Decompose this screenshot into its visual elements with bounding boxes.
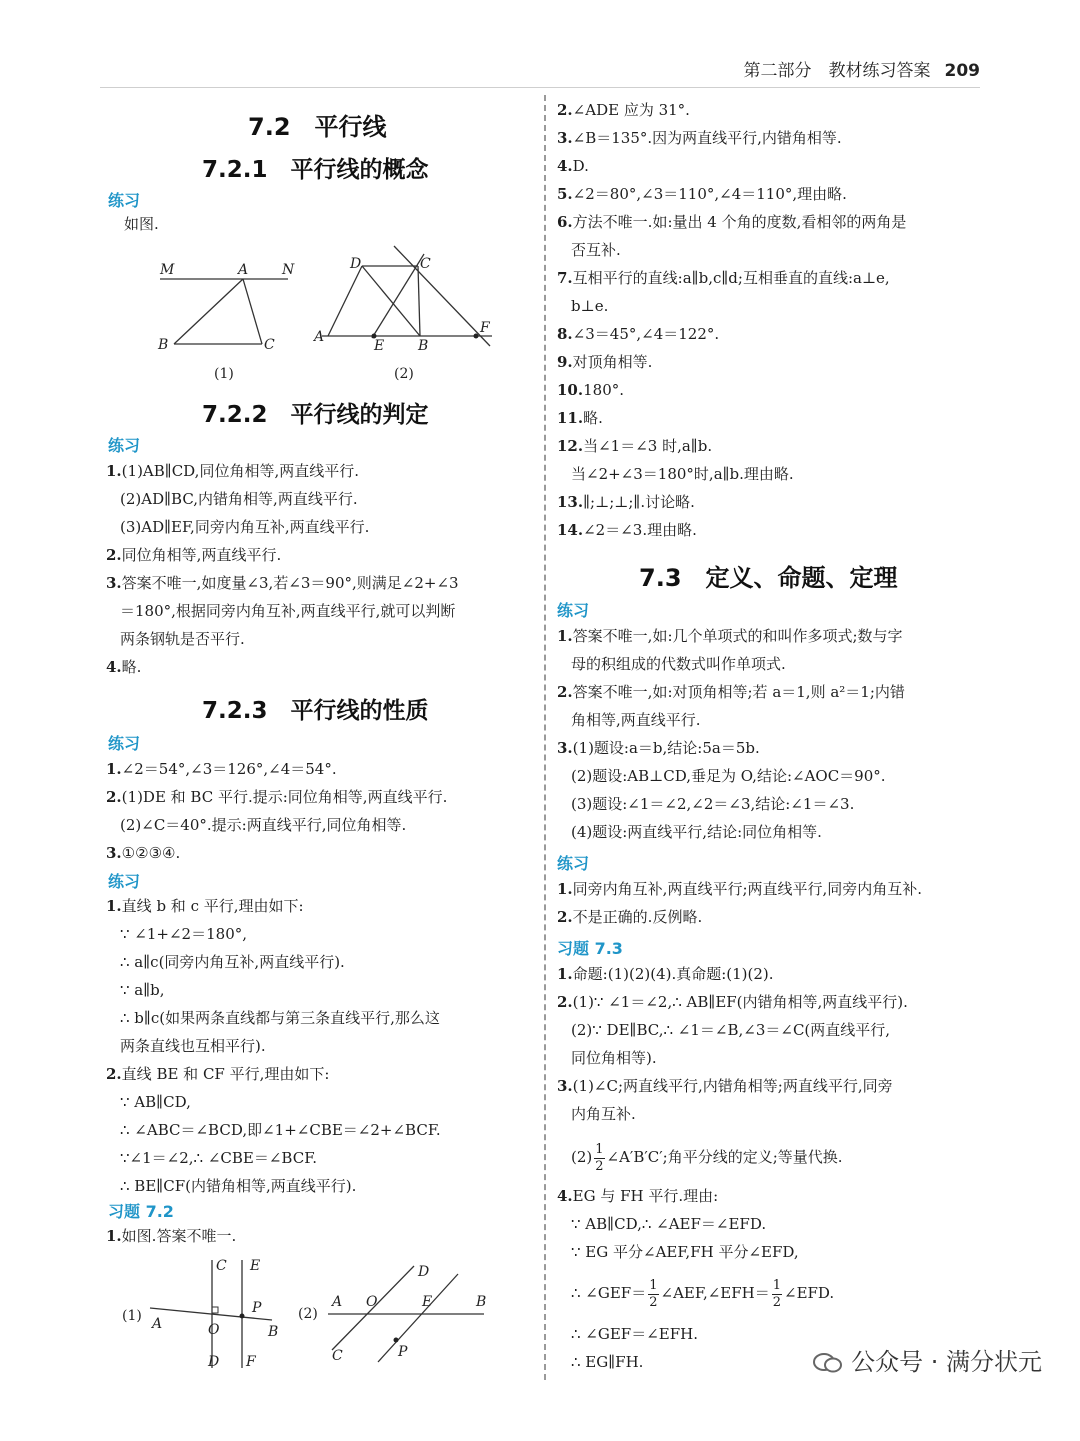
answer-line	[571, 822, 822, 842]
answer-text: 同位角相等,两直线平行.	[121, 546, 282, 564]
wechat-icon	[813, 1352, 843, 1374]
answer-number: 2.	[106, 546, 122, 564]
page-number: 209	[944, 61, 980, 81]
header-text	[744, 56, 981, 81]
label-o: O	[208, 1322, 220, 1338]
answer-line	[571, 296, 608, 316]
answer-line	[571, 464, 794, 484]
answer-line	[557, 352, 652, 372]
label-e: E	[422, 1294, 433, 1310]
answer-text: ∠2＝54°,∠3＝126°,∠4＝54°.	[121, 760, 337, 778]
label-a: A	[238, 262, 249, 278]
answer-number: 4.	[557, 1187, 573, 1205]
answer-line	[571, 240, 621, 260]
answer-number: 12.	[557, 437, 584, 455]
problem-set-label: 习题 7.3	[557, 939, 623, 958]
answer-line	[571, 1352, 643, 1372]
answer-text: ∵ a∥b,	[120, 981, 165, 999]
answer-line	[571, 1214, 766, 1234]
q4-frac-b: ∠AEF,∠EFH＝	[660, 1284, 770, 1302]
answer-text: 两条钢轨是否平行.	[120, 630, 245, 648]
point-p	[394, 1338, 399, 1343]
answer-line	[120, 1120, 441, 1140]
answer-line	[557, 738, 760, 758]
segment-db	[362, 266, 420, 336]
answer-number: 2.	[557, 101, 573, 119]
answer-line	[557, 520, 697, 540]
header-rule	[100, 87, 980, 88]
label-d: D	[208, 1354, 220, 1370]
answer-text: (2)题设:AB⊥CD,垂足为 O,结论:∠AOC＝90°.	[571, 767, 886, 785]
label-f: F	[246, 1354, 256, 1370]
answer-text: (2)∠C＝40°.提示:两直线平行,同位角相等.	[120, 816, 407, 834]
answer-text: ∴ b∥c(如果两条直线都与第三条直线平行,那么这	[120, 1009, 440, 1027]
answer-text: 对顶角相等.	[572, 353, 653, 371]
answer-text: ∵ EG 平分∠AEF,FH 平分∠EFD,	[571, 1243, 799, 1261]
answer-line	[557, 626, 903, 646]
answer-text: ∵∠1＝∠2,∴ ∠CBE＝∠BCF.	[120, 1149, 318, 1167]
exercise-label: 练习	[108, 872, 141, 891]
fraction-denominator: 2	[772, 1294, 781, 1310]
answer-line	[557, 128, 842, 148]
segment-ad	[328, 266, 362, 336]
answer-text: (2)∵ DE∥BC,∴ ∠1＝∠B,∠3＝∠C(两直线平行,	[571, 1021, 891, 1039]
answer-text: ∴ a∥c(同旁内角互补,两直线平行).	[120, 953, 345, 971]
answer-number: 3.	[106, 574, 122, 592]
answer-number: 11.	[557, 409, 584, 427]
answer-line	[557, 1076, 893, 1096]
answer-line	[557, 1186, 718, 1206]
watermark	[813, 1342, 1042, 1377]
answer-text: 命题:(1)(2)(4).真命题:(1)(2).	[572, 965, 774, 983]
label-a: A	[314, 329, 325, 345]
answer-line	[557, 100, 690, 120]
parallel-line	[378, 1274, 458, 1362]
answer-number: 1.	[557, 880, 573, 898]
answer-text: ∵ AB∥CD,∴ ∠AEF＝∠EFD.	[571, 1215, 767, 1233]
label-d: D	[418, 1264, 430, 1280]
answer-text: 略.	[583, 409, 603, 427]
answer-line	[557, 324, 719, 344]
answer-line	[557, 380, 624, 400]
figure-1-caption: (1)	[214, 366, 234, 382]
label-e: E	[250, 1258, 261, 1274]
label-c: C	[420, 256, 431, 272]
answer-line	[557, 492, 695, 512]
label-m: M	[160, 262, 175, 278]
point-p	[240, 1314, 245, 1319]
q3-2-prefix: (2)	[571, 1148, 593, 1166]
answer-line	[120, 1008, 440, 1028]
problem-3-2	[571, 1140, 843, 1175]
answer-line	[557, 268, 890, 288]
heading-7-2-2: 7.2.2 平行线的判定	[202, 402, 429, 428]
answer-line	[557, 436, 712, 456]
answer-text: ∴ EG∥FH.	[571, 1353, 644, 1371]
answer-number: 1.	[557, 965, 573, 983]
figure-1	[152, 252, 312, 382]
fraction-denominator: 2	[595, 1158, 604, 1174]
heading-7-2-1: 7.2.1 平行线的概念	[202, 157, 429, 183]
answer-number: 10.	[557, 381, 584, 399]
line-cf	[394, 246, 490, 346]
figure-2-caption: (2)	[394, 366, 414, 382]
answer-line	[557, 879, 922, 899]
segment-ac	[243, 279, 262, 344]
answer-number: 2.	[557, 993, 573, 1011]
answer-text: (1)∵ ∠1＝∠2,∴ AB∥EF(内错角相等,两直线平行).	[572, 993, 908, 1011]
answer-line	[571, 1242, 799, 1262]
label-d: D	[350, 256, 362, 272]
label-c: C	[216, 1258, 227, 1274]
problem-text: 如图.答案不唯一.	[121, 1227, 237, 1245]
answer-line	[120, 1148, 317, 1168]
answer-text: 同位角相等).	[571, 1049, 657, 1067]
page-header	[0, 0, 1080, 88]
answer-text: 同旁内角互补,两直线平行;两直线平行,同旁内角互补.	[572, 880, 923, 898]
answer-number: 1.	[106, 462, 122, 480]
answer-text: ∠3＝45°,∠4＝122°.	[572, 325, 720, 343]
exercise-label: 练习	[108, 734, 141, 753]
exercise-intro: 如图.	[124, 215, 159, 233]
figure-2	[312, 242, 502, 384]
answer-number: 2.	[106, 1065, 122, 1083]
answer-number: 7.	[557, 269, 573, 287]
answer-text: 答案不唯一,如:对顶角相等;若 a＝1,则 a²＝1;内错	[572, 683, 905, 701]
answer-text: 角相等,两直线平行.	[571, 711, 701, 729]
heading-7-2: 7.2 平行线	[248, 113, 387, 141]
answer-number: 6.	[557, 213, 573, 231]
label-p: P	[252, 1300, 262, 1316]
label-n: N	[282, 262, 295, 278]
answer-line	[106, 843, 180, 863]
answer-line	[120, 1092, 191, 1112]
exercise-label: 练习	[557, 854, 590, 873]
answer-text: 内角互补.	[571, 1105, 636, 1123]
answer-line	[120, 1036, 266, 1056]
answer-text: ∴ ∠ABC＝∠BCD,即∠1+∠CBE＝∠2+∠BCF.	[120, 1121, 441, 1139]
answer-text: 不是正确的.反例略.	[572, 908, 703, 926]
heading-7-3: 7.3 定义、命题、定理	[639, 564, 898, 592]
fraction-denominator: 2	[649, 1294, 658, 1310]
answer-text: 方法不唯一.如:量出 4 个角的度数,看相邻的两角是	[572, 213, 907, 231]
point-f	[474, 334, 479, 339]
problem-number: 1.	[106, 1227, 122, 1245]
figure-4	[296, 1258, 496, 1370]
answer-line	[120, 815, 406, 835]
answer-text: ①②③④.	[121, 844, 181, 862]
answer-text: ∠2＝80°,∠3＝110°,∠4＝110°,理由略.	[572, 185, 847, 203]
answer-line	[571, 766, 886, 786]
figure-4-caption: (2)	[298, 1306, 318, 1322]
answer-number: 8.	[557, 325, 573, 343]
label-c: C	[332, 1348, 343, 1364]
answer-text: 当∠2+∠3＝180°时,a∥b.理由略.	[571, 465, 794, 483]
answer-text: 直线 b 和 c 平行,理由如下:	[121, 897, 304, 915]
label-o: O	[366, 1294, 378, 1310]
figure-3-caption: (1)	[122, 1308, 142, 1324]
answer-line	[120, 601, 455, 621]
heading-7-2-3: 7.2.3 平行线的性质	[202, 698, 429, 724]
fraction-half	[594, 1142, 604, 1175]
answer-number: 5.	[557, 185, 573, 203]
answer-line	[557, 907, 702, 927]
answer-line	[120, 1176, 356, 1196]
answer-number: 1.	[106, 760, 122, 778]
answer-text: 答案不唯一,如度量∠3,若∠3＝90°,则满足∠2+∠3	[121, 574, 459, 592]
fraction-half	[648, 1278, 658, 1311]
answer-line	[106, 1064, 329, 1084]
answer-text: ＝180°,根据同旁内角互补,两直线平行,就可以判断	[120, 602, 456, 620]
answer-text: ∵ AB∥CD,	[120, 1093, 191, 1111]
fraction-numerator: 1	[649, 1277, 658, 1293]
answer-number: 4.	[106, 658, 122, 676]
answer-line	[120, 629, 245, 649]
answer-text: ∵ ∠1+∠2＝180°,	[120, 925, 248, 943]
column-divider	[544, 95, 546, 1380]
answer-line	[557, 682, 905, 702]
answer-number: 2.	[557, 683, 573, 701]
answer-line	[120, 924, 247, 944]
answer-number: 2.	[106, 788, 122, 806]
label-c: C	[264, 337, 275, 353]
figure-3	[116, 1254, 296, 1374]
answer-line	[557, 408, 603, 428]
answer-text: ∠ADE 应为 31°.	[572, 101, 690, 119]
segment-ab	[174, 279, 243, 344]
problem-line	[106, 1226, 236, 1246]
answer-text: EG 与 FH 平行.理由:	[572, 1187, 719, 1205]
answer-number: 14.	[557, 521, 584, 539]
header-section: 第二部分 教材练习答案	[743, 61, 931, 81]
answer-text: 略.	[121, 658, 142, 676]
answer-text: ∴ ∠GEF＝∠EFH.	[571, 1325, 698, 1343]
answer-text: 互相平行的直线:a∥b,c∥d;互相垂直的直线:a⊥e,	[572, 269, 890, 287]
problem-4-fraction-line	[571, 1276, 834, 1311]
label-p: P	[398, 1344, 408, 1360]
answer-line	[120, 952, 345, 972]
answer-line	[557, 184, 847, 204]
segment-cb	[418, 266, 420, 336]
answer-number: 1.	[557, 627, 573, 645]
answer-number: 1.	[106, 897, 122, 915]
answer-line	[571, 794, 854, 814]
label-a: A	[152, 1316, 163, 1332]
answer-text: 直线 BE 和 CF 平行,理由如下:	[121, 1065, 330, 1083]
answer-number: 3.	[557, 1077, 573, 1095]
answer-text: ∴ BE∥CF(内错角相等,两直线平行).	[120, 1177, 357, 1195]
answer-line	[120, 489, 358, 509]
exercise-label: 练习	[557, 601, 590, 620]
answer-line	[106, 759, 337, 779]
q4-frac-c: ∠EFD.	[784, 1284, 835, 1302]
answer-text: D.	[572, 157, 589, 175]
fraction-numerator: 1	[772, 1277, 781, 1293]
answer-text: (1)DE 和 BC 平行.提示:同位角相等,两直线平行.	[121, 788, 448, 806]
answer-number: 9.	[557, 353, 573, 371]
answer-text: (4)题设:两直线平行,结论:同位角相等.	[571, 823, 822, 841]
answer-number: 13.	[557, 493, 584, 511]
answer-line	[106, 573, 459, 593]
right-angle-mark	[212, 1307, 218, 1313]
answer-text: ∠B＝135°.因为两直线平行,内错角相等.	[572, 129, 842, 147]
answer-line	[106, 545, 281, 565]
exercise-label: 练习	[108, 436, 141, 455]
label-b: B	[418, 338, 429, 354]
label-a: A	[332, 1294, 343, 1310]
answer-line	[120, 980, 165, 1000]
answer-text: 当∠1＝∠3 时,a∥b.	[583, 437, 713, 455]
answer-line	[557, 992, 908, 1012]
answer-text: 180°.	[583, 381, 625, 399]
answer-line	[571, 1020, 890, 1040]
answer-line	[571, 710, 701, 730]
label-f: F	[480, 320, 490, 336]
answer-text: (3)AD∥EF,同旁内角互补,两直线平行.	[120, 518, 370, 536]
answer-line	[571, 654, 786, 674]
answer-text: 答案不唯一,如:几个单项式的和叫作多项式;数与字	[572, 627, 903, 645]
q3-2-text: ∠A′B′C′;角平分线的定义;等量代换.	[606, 1148, 843, 1166]
answer-text: ∥;⊥;⊥;∥.讨论略.	[583, 493, 695, 511]
answer-line	[106, 657, 141, 677]
label-b: B	[158, 337, 169, 353]
answer-text: (1)∠C;两直线平行,内错角相等;两直线平行,同旁	[572, 1077, 893, 1095]
answer-text: 母的积组成的代数式叫作单项式.	[571, 655, 786, 673]
fraction-numerator: 1	[595, 1141, 604, 1157]
answer-text: 两条直线也互相平行).	[120, 1037, 266, 1055]
answer-text: (1)题设:a＝b,结论:5a＝5b.	[572, 739, 760, 757]
answer-line	[557, 156, 589, 176]
answer-text: (1)AB∥CD,同位角相等,两直线平行.	[121, 462, 359, 480]
answer-line	[571, 1048, 657, 1068]
label-b: B	[268, 1324, 279, 1340]
answer-number: 2.	[557, 908, 573, 926]
answer-line	[106, 896, 304, 916]
q4-frac-a: ∴ ∠GEF＝	[571, 1284, 647, 1302]
answer-number: 3.	[106, 844, 122, 862]
watermark-text: 公众号 · 满分状元	[851, 1348, 1042, 1376]
answer-line	[557, 964, 774, 984]
answer-line	[571, 1104, 636, 1124]
answer-number: 3.	[557, 129, 573, 147]
fraction-half	[772, 1278, 782, 1311]
answer-line	[120, 517, 369, 537]
answer-text: 否互补.	[571, 241, 621, 259]
answer-text: (2)AD∥BC,内错角相等,两直线平行.	[120, 490, 358, 508]
exercise-label: 练习	[108, 191, 141, 210]
answer-number: 4.	[557, 157, 573, 175]
problem-set-label: 习题 7.2	[108, 1202, 174, 1221]
answer-text: b⊥e.	[571, 297, 609, 315]
answer-line	[106, 461, 359, 481]
label-e: E	[374, 338, 385, 354]
answer-number: 3.	[557, 739, 573, 757]
answer-line	[106, 787, 447, 807]
label-b: B	[476, 1294, 487, 1310]
answer-text: (3)题设:∠1＝∠2,∠2＝∠3,结论:∠1＝∠3.	[571, 795, 855, 813]
answer-line	[571, 1324, 698, 1344]
answer-line	[557, 212, 906, 232]
answer-text: ∠2＝∠3.理由略.	[583, 521, 697, 539]
